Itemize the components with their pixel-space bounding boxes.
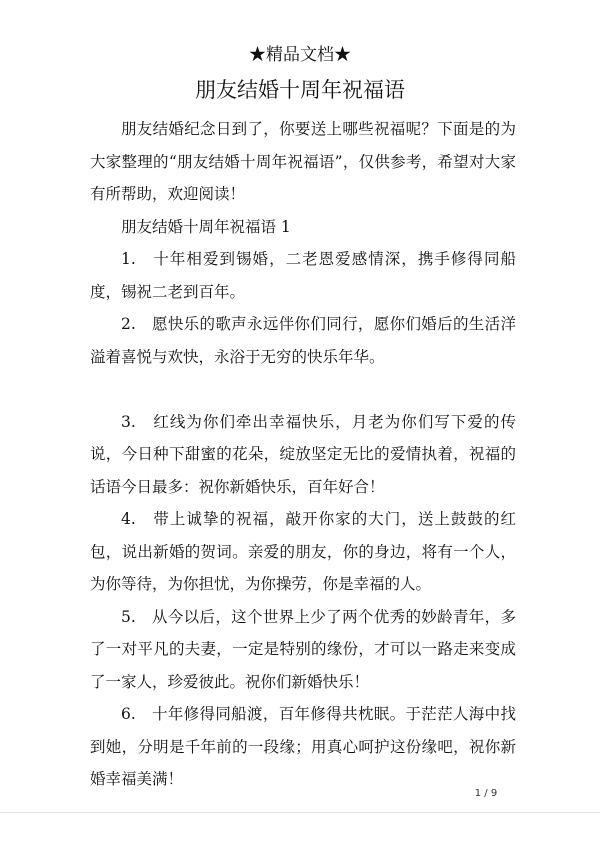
- footer-divider: [0, 812, 600, 813]
- list-item: 2. 愿快乐的歌声永远伴你们同行，愿你们婚后的生活洋溢着喜悦与欢快，永浴于无穷的快乐年华。: [90, 315, 516, 366]
- header-label: ★精品文档★: [249, 45, 351, 65]
- list-item: 3. 红线为你们牵出幸福快乐，月老为你们写下爱的传说，今日种下甜蜜的花朵，绽放坚定无比的爱情执着，祝福的话语今日最多：祝你新婚快乐，百年好合！: [90, 412, 516, 496]
- page-number: 1 / 9: [474, 788, 498, 799]
- paragraph-spacer: [90, 373, 516, 406]
- intro-paragraph: 朋友结婚纪念日到了，你要送上哪些祝福呢？下面是的为大家整理的“朋友结婚十周年祝福语”，仅供参考，希望对大家有所帮助，欢迎阅读！: [90, 120, 516, 203]
- list-item: 6. 十年修得同船渡，百年修得共枕眠。于茫茫人海中找到她，分明是千年前的一段缘；用真心呵护这份缘吧，祝你新婚幸福美满！: [90, 705, 516, 788]
- list-item: 5. 从今以后，这个世界上少了两个优秀的妙龄青年，多了一对平凡的夫妻，一定是特别的缘份，才可以一路走来变成了一家人，珍爱彼此。祝你们新婚快乐！: [90, 607, 516, 691]
- list-item: 1. 十年相爱到锡婚，二老恩爱感情深，携手修得同船度，锡祝二老到百年。: [90, 250, 516, 301]
- page-title: 朋友结婚十周年祝福语: [195, 78, 405, 102]
- document-body: [90, 113, 516, 796]
- list-item: 4. 带上诚挚的祝福，敲开你家的大门，送上鼓鼓的红包，说出新婚的贺词。亲爱的朋友，你的身边，将有一个人，为你等待，为你担忧，为你操劳，你是幸福的人。: [90, 510, 516, 593]
- section-heading: 朋友结婚十周年祝福语 1: [121, 217, 291, 236]
